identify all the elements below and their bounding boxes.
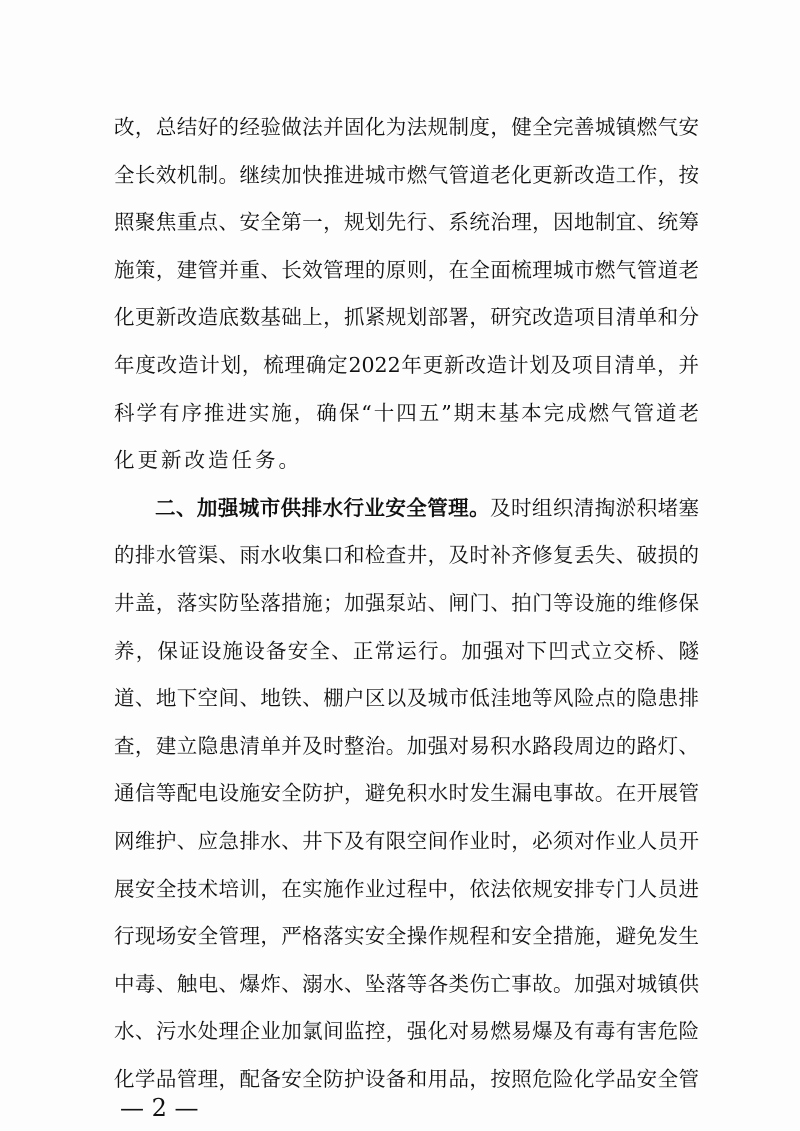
paragraph-line: 化学品管理，配备安全防护设备和用品，按照危险化学品安全管 xyxy=(114,1067,699,1091)
paragraph-line: 化更新改造底数基础上，抓紧规划部署，研究改造项目清单和分 xyxy=(114,305,699,330)
paragraph-line: 行现场安全管理，严格落实安全操作规程和安全措施，避免发生 xyxy=(114,924,699,949)
paragraph-line: 照聚焦重点、安全第一，规划先行、系统治理，因地制宜、统筹 xyxy=(114,210,699,235)
paragraph-line: 养，保证设施设备安全、正常运行。加强对下凹式立交桥、隧 xyxy=(114,638,699,663)
section-heading: 二、加强城市供排水行业安全管理。 xyxy=(155,495,491,520)
paragraph-line: 井盖，落实防坠落措施；加强泵站、闸门、拍门等设施的维修保 xyxy=(114,591,699,615)
paragraph-line: 施策，建管并重、长效管理的原则，在全面梳理城市燃气管道老 xyxy=(114,257,699,282)
paragraph-line: 查，建立隐患清单并及时整治。加强对易积水路段周边的路灯、 xyxy=(114,733,699,758)
section-heading-line xyxy=(155,491,699,525)
paragraph-line: 科学有序推进实施，确保“十四五”期末基本完成燃气管道老 xyxy=(114,400,699,425)
paragraph-line: 全长效机制。继续加快推进城市燃气管道老化更新改造工作，按 xyxy=(114,162,699,187)
paragraph-line: 化更新改造任务。 xyxy=(114,448,302,473)
paragraph-line: 通信等配电设施安全防护，避免积水时发生漏电事故。在开展管 xyxy=(114,781,699,806)
paragraph-line: 年度改造计划，梳理确定2022年更新改造计划及项目清单，并 xyxy=(114,353,699,377)
paragraph-line: 水、污水处理企业加氯间监控，强化对易燃易爆及有毒有害危险 xyxy=(114,1019,699,1044)
paragraph-line: 道、地下空间、地铁、棚户区以及城市低洼地等风险点的隐患排 xyxy=(114,686,699,711)
paragraph-line: 网维护、应急排水、井下及有限空间作业时，必须对作业人员开 xyxy=(114,829,699,853)
paragraph-line: 改，总结好的经验做法并固化为法规制度，健全完善城镇燃气安 xyxy=(114,115,699,139)
paragraph-line: 中毒、触电、爆炸、溺水、坠落等各类伤亡事故。加强对城镇供 xyxy=(114,971,699,996)
paragraph-line: 展安全技术培训，在实施作业过程中，依法依规安排专门人员进 xyxy=(114,876,699,901)
page-number: — 2 — xyxy=(120,1094,199,1122)
section-heading-rest: 及时组织清掏淤积堵塞 xyxy=(490,495,700,520)
paragraph-line: 的排水管渠、雨水收集口和检查井，及时补齐修复丢失、破损的 xyxy=(114,543,699,568)
